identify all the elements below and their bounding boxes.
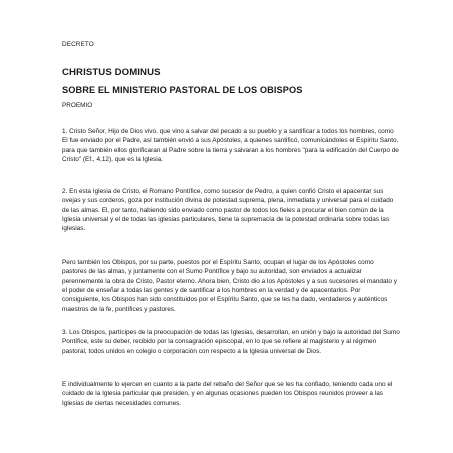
- document-type-label: DECRETO: [62, 41, 94, 48]
- paragraph-5: E individualmente lo ejercen en cuanto a la parte del rebaño del Señor que se les ha confiado, teniendo cada uno el cuidado de la Iglesia particular que presiden, y en algunas ocasiones pueden los Obispos reunidos proveer a las Iglesias de ciertas necesidades comunes.: [62, 381, 393, 407]
- paragraph-3: Pero también los Obispos, por su parte, puestos por el Espíritu Santo, ocupan el lugar de los Apóstoles como pastores de las almas, y juntamente con el Sumo Pontífice y bajo su autoridad, son enviados a actualizar perennemente la obra de Cristo, Pastor eterno. Ahora bien, Cristo dio a los Apóstoles y a sus sucesores el mandato y el poder de enseñar a todas las gentes y de santificar a los hombres en la verdad y de apacentarlos. Por consiguiente, los Obispos han sido constituidos por el Espíritu Santo, que se les ha dado, verdaderos y auténticos maestros de la fe, pontífices y pastores.: [62, 259, 397, 313]
- document-title: CHRISTUS DOMINUS: [62, 67, 161, 78]
- paragraph-1: 1. Cristo Señor, Hijo de Dios vivo, que vino a salvar del pecado a su pueblo y a santificar a todos los hombres, como El fue enviado por el Padre, así también envió a sus Apóstoles, a quienes santificó, comunicándoles el Espíritu Santo, para que también ellos glorificaran al Padre sobre la tierra y salvaran a los hombres "para la edificación del Cuerpo de Cristo" (Ef., 4,12), que es la Iglesia.: [62, 128, 399, 164]
- document-subtitle: SOBRE EL MINISTERIO PASTORAL DE LOS OBISPOS: [62, 85, 303, 95]
- paragraph-2: 2. En esta Iglesia de Cristo, el Romano Pontífice, como sucesor de Pedro, a quien confió Cristo el apacentar sus ovejas y sus corderos, goza por institución divina de potestad suprema, plena, inmediata y universal para el cuidado de las almas. El, por tanto, habiendo sido enviado como pastor de todos los fieles a procurar el bien común de la Iglesia universal y el de todas las iglesias particulares, tiene la supremacía de la potestad ordinaria sobre todas las iglesias.: [62, 188, 394, 233]
- section-heading-proemio: PROEMIO: [62, 102, 93, 109]
- paragraph-4: 3. Los Obispos, partícipes de la preocupación de todas las Iglesias, desarrollan, en unión y bajo la autoridad del Sumo Pontífice, este su deber, recibido por la consagración episcopal, en lo que se refiere al magisterio y al régimen pastoral, todos unidos en colegio o corporación con respecto a la Iglesia universal de Dios.: [62, 329, 400, 355]
- document-page: [62, 0, 402, 453]
